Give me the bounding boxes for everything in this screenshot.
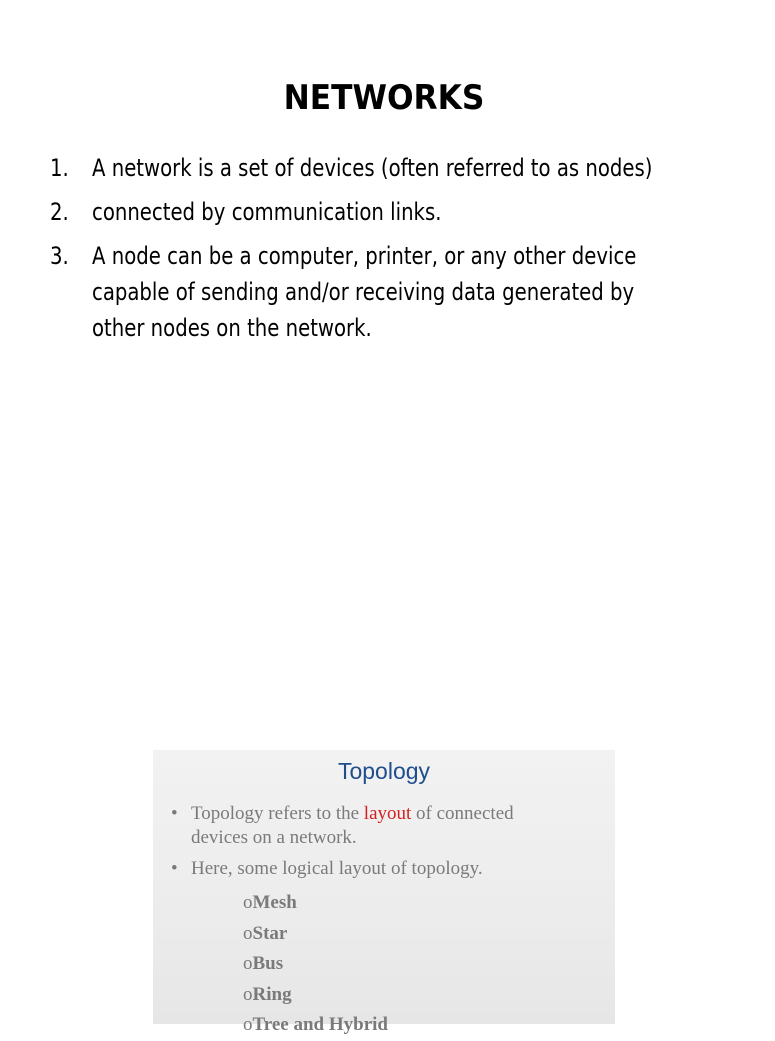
topology-name: Ring: [252, 983, 292, 1005]
list-item: [50, 238, 730, 346]
slide-title: Topology: [337, 758, 431, 784]
slide-bullet-text-line2: devices on a network.: [191, 827, 357, 848]
topology-item: [243, 949, 388, 980]
list-item-text-line: A node can be a computer, printer, or any other device: [92, 242, 637, 270]
slide-image: [153, 750, 615, 1035]
circle-bullet-icon: o: [243, 1014, 253, 1035]
list-item-text: connected by communication links.: [92, 198, 442, 226]
circle-bullet-icon: o: [243, 922, 253, 944]
list-item-text-line: capable of sending and/or receiving data generated by: [92, 278, 635, 306]
bullet-icon: •: [171, 803, 178, 824]
slide-bullet: [171, 857, 601, 881]
page-title: NETWORKS: [283, 78, 485, 118]
list-item-text: A network is a set of devices (often referred to as nodes): [92, 154, 653, 182]
slide-bullet-highlight: layout: [363, 803, 412, 824]
list-item: [50, 150, 730, 186]
topology-item: [243, 919, 388, 950]
topology-name: Star: [252, 922, 288, 944]
list-item-number: 2.: [50, 198, 69, 226]
slide-bullet-text-before: Topology refers to the: [191, 803, 364, 824]
topology-name: Tree and Hybrid: [252, 1014, 388, 1035]
slide-bullet: [171, 802, 601, 850]
topology-item: [243, 1010, 388, 1041]
circle-bullet-icon: o: [243, 953, 253, 974]
list-item: [50, 194, 730, 230]
circle-bullet-icon: o: [243, 983, 253, 1005]
slide-bullet-text: Here, some logical layout of topology.: [191, 858, 483, 879]
slide-bullet-list: [171, 802, 601, 888]
slide-bullet-text-after: of connected: [411, 803, 514, 824]
topology-list: [243, 888, 388, 1041]
list-item-number: 3.: [50, 242, 69, 270]
list-item-number: 1.: [50, 154, 69, 182]
numbered-list: [50, 150, 730, 354]
topology-name: Bus: [252, 953, 284, 974]
list-item-text: [92, 238, 712, 346]
topology-item: [243, 888, 388, 919]
topology-name: Mesh: [252, 892, 297, 913]
topology-item: [243, 980, 388, 1011]
bullet-icon: •: [171, 858, 178, 879]
circle-bullet-icon: o: [243, 892, 253, 913]
list-item-text-line: other nodes on the network.: [92, 314, 372, 342]
